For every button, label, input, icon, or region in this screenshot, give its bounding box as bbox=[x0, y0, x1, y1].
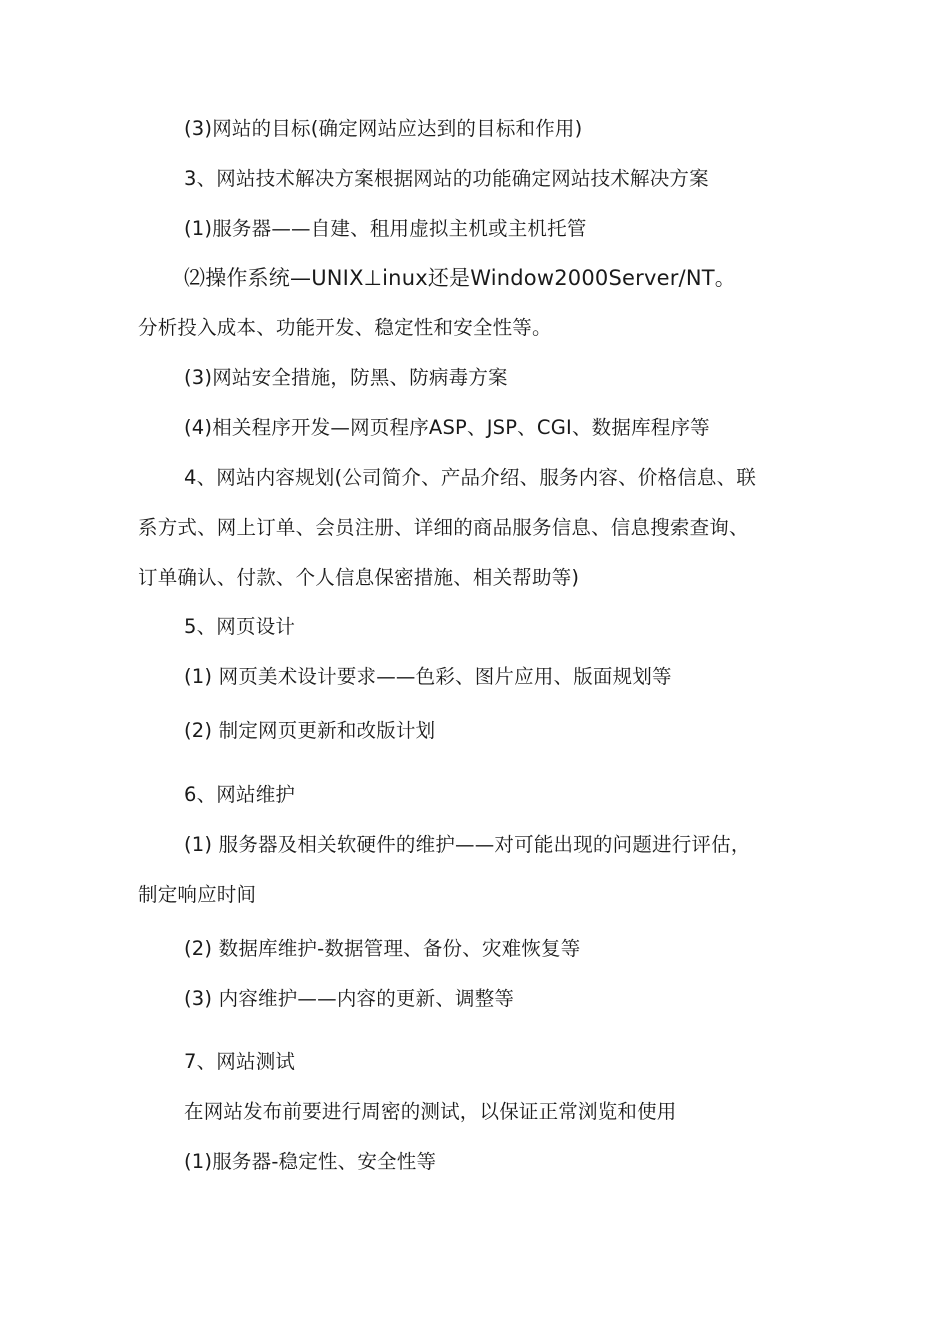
text-line-update-plan: (2) 制定网页更新和改版计划 bbox=[184, 719, 436, 742]
text-line-section-4-heading: 4、网站内容规划(公司简介、产品介绍、服务内容、价格信息、联 bbox=[184, 466, 757, 489]
text-line-section-3-heading: 3、网站技术解决方案根据网站的功能确定网站技术解决方案 bbox=[184, 167, 709, 190]
text-line-operating-system: ⑵操作系统—UNIX⊥inux还是Window2000Server/NT。 bbox=[184, 266, 736, 290]
text-line-server-maintenance: (1) 服务器及相关软硬件的维护——对可能出现的问题进行评估， bbox=[184, 833, 751, 856]
text-line-section-6-heading: 6、网站维护 bbox=[184, 783, 296, 806]
text-line-art-design: (1) 网页美术设计要求——色彩、图片应用、版面规划等 bbox=[184, 665, 672, 688]
text-line-server-testing: (1)服务器-稳定性、安全性等 bbox=[184, 1150, 437, 1173]
text-line-security-measures: (3)网站安全措施，防黑、防病毒方案 bbox=[184, 366, 508, 389]
text-line-section-5-heading: 5、网页设计 bbox=[184, 615, 296, 638]
text-line-site-goal: (3)网站的目标(确定网站应达到的目标和作用) bbox=[184, 117, 583, 140]
text-line-content-maintenance: (3) 内容维护——内容的更新、调整等 bbox=[184, 987, 515, 1010]
text-line-section-4-end: 订单确认、付款、个人信息保密措施、相关帮助等) bbox=[138, 566, 580, 589]
text-line-section-4-continued: 系方式、网上订单、会员注册、详细的商品服务信息、信息搜索查询、 bbox=[138, 516, 749, 539]
text-line-program-development: (4)相关程序开发—网页程序ASP、JSP、CGI、数据库程序等 bbox=[184, 416, 710, 439]
text-line-server: (1)服务器——自建、租用虚拟主机或主机托管 bbox=[184, 217, 587, 240]
text-line-os-analysis: 分析投入成本、功能开发、稳定性和安全性等。 bbox=[138, 316, 552, 339]
text-line-response-time: 制定响应时间 bbox=[138, 883, 257, 906]
text-line-database-maintenance: (2) 数据库维护-数据管理、备份、灾难恢复等 bbox=[184, 937, 581, 960]
text-line-testing-intro: 在网站发布前要进行周密的测试，以保证正常浏览和使用 bbox=[184, 1100, 677, 1123]
text-line-section-7-heading: 7、网站测试 bbox=[184, 1050, 296, 1073]
